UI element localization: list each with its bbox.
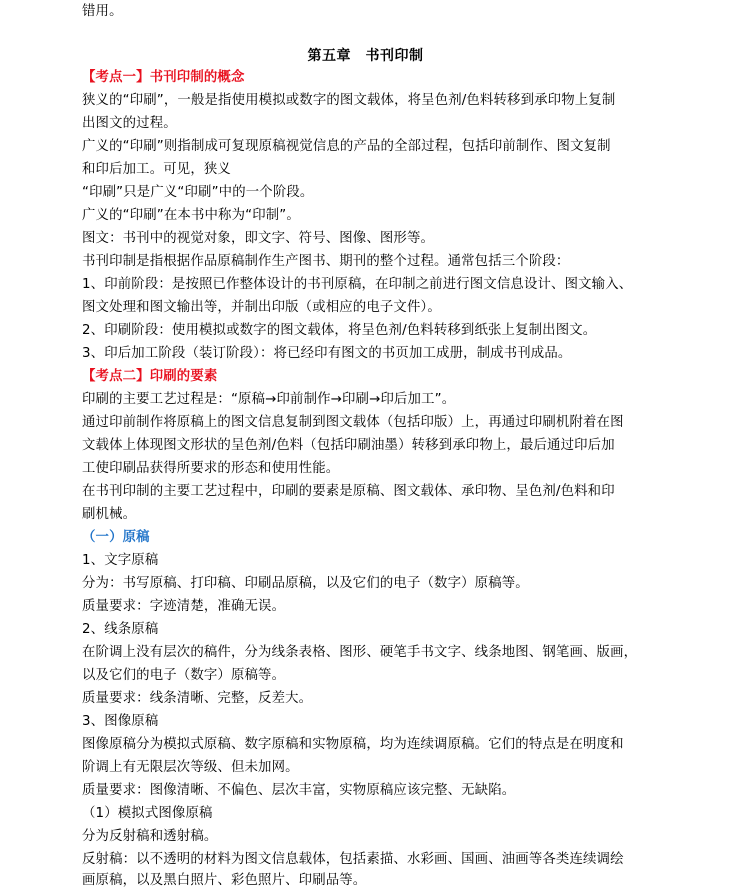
paragraph-line: 在书刊印制的主要工艺过程中，印刷的要素是原稿、图文载体、承印物、呈色剂/色料和印 <box>82 484 615 499</box>
paragraph-line: 分为：书写原稿、打印稿、印刷品原稿，以及它们的电子（数字）原稿等。 <box>82 576 529 591</box>
paragraph-line: 刷机械。 <box>82 507 137 522</box>
paragraph-line: 工使印刷品获得所要求的形态和使用性能。 <box>82 461 340 476</box>
paragraph-line: 阶调上有无限层次等级、但未加网。 <box>82 760 299 775</box>
paragraph-line: 狭义的“印刷”，一般是指使用模拟或数字的图文载体，将呈色剂/色料转移到承印物上复制 <box>82 93 616 108</box>
paragraph-line: 出图文的过程。 <box>82 116 177 131</box>
section-heading-concept: 【考点一】书刊印制的概念 <box>82 70 245 85</box>
subsection-heading-original: （一）原稿 <box>82 530 150 545</box>
item-title: （1）模拟式图像原稿 <box>82 806 213 821</box>
section-heading-elements: 【考点二】印刷的要素 <box>82 369 218 384</box>
paragraph-line: 以及它们的电子（数字）原稿等。 <box>82 668 286 683</box>
list-item: 3、印后加工阶段（装订阶段）：将已经印有图文的书页加工成册，制成书刊成品。 <box>82 346 572 361</box>
item-title: 1、文字原稿 <box>82 553 159 568</box>
paragraph-line: 广义的“印刷”在本书中称为“印制”。 <box>82 208 300 223</box>
paragraph-line: 反射稿：以不透明的材料为图文信息载体，包括素描、水彩画、国画、油画等各类连续调绘 <box>82 852 624 867</box>
item-title: 2、线条原稿 <box>82 622 159 637</box>
paragraph-line: 图文：书刊中的视觉对象，即文字、符号、图像、图形等。 <box>82 231 435 246</box>
paragraph-line: 广义的“印刷”则指制成可复现原稿视觉信息的产品的全部过程，包括印前制作、图文复制 <box>82 139 611 154</box>
paragraph-line: “印刷”只是广义“印刷”中的一个阶段。 <box>82 185 314 200</box>
list-item: 2、印刷阶段：使用模拟或数字的图文载体，将呈色剂/色料转移到纸张上复制出图文。 <box>82 323 597 338</box>
top-fragment-text: 错用。 <box>82 4 123 19</box>
paragraph-line: 质量要求：字迹清楚，准确无误。 <box>82 599 286 614</box>
paragraph-line: 文载体上体现图文形状的呈色剂/色料（包括印刷油墨）转移到承印物上，最后通过印后加 <box>82 438 615 453</box>
paragraph-line: 通过印前制作将原稿上的图文信息复制到图文载体（包括印版）上，再通过印刷机附着在图 <box>82 415 624 430</box>
paragraph-line: 印刷的主要工艺过程是：“原稿→印前制作→印刷→印后加工”。 <box>82 392 456 407</box>
paragraph-line: 分为反射稿和透射稿。 <box>82 829 218 844</box>
item-title: 3、图像原稿 <box>82 714 159 729</box>
chapter-title: 第五章 书刊印制 <box>307 48 424 64</box>
list-item: 1、印前阶段：是按照已作整体设计的书刊原稿，在印制之前进行图文信息设计、图文输入、 <box>82 277 633 292</box>
paragraph-line: 和印后加工。可见，狭义 <box>82 162 231 177</box>
paragraph-line: 图像原稿分为模拟式原稿、数字原稿和实物原稿，均为连续调原稿。它们的特点是在明度和 <box>82 737 624 752</box>
paragraph-line: 书刊印制是指根据作品原稿制作生产图书、期刊的整个过程。通常包括三个阶段： <box>82 254 570 269</box>
paragraph-line: 在阶调上没有层次的稿件，分为线条表格、图形、硬笔手书文字、线条地图、钢笔画、版画， <box>82 645 638 660</box>
paragraph-line: 质量要求：图像清晰、不偏色、层次丰富，实物原稿应该完整、无缺陷。 <box>82 783 516 798</box>
list-item-continued: 图文处理和图文输出等，并制出印版（或相应的电子文件）。 <box>82 300 441 315</box>
paragraph-line: 质量要求：线条清晰、完整，反差大。 <box>82 691 313 706</box>
paragraph-line: 画原稿，以及黑白照片、彩色照片、印刷品等。 <box>82 873 367 888</box>
